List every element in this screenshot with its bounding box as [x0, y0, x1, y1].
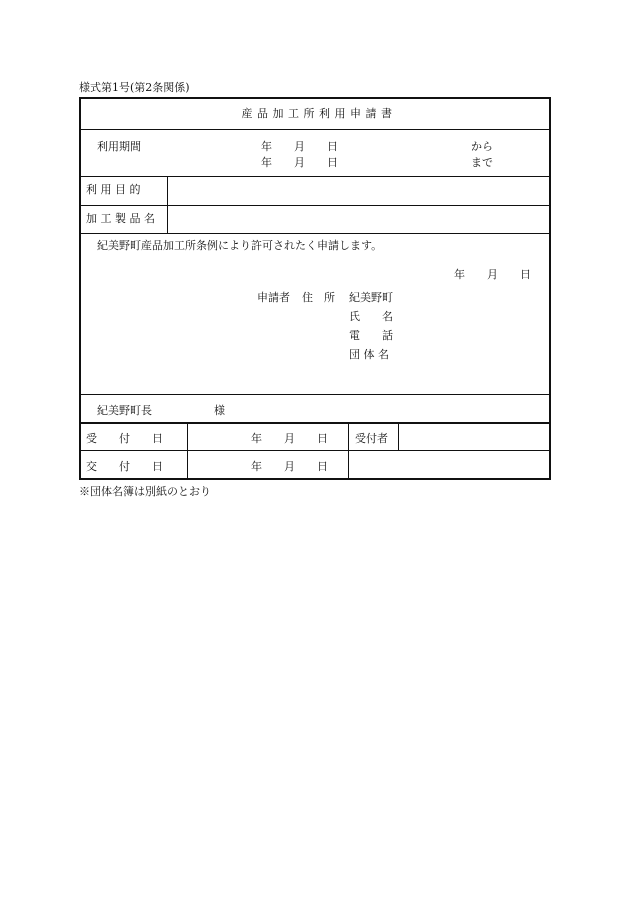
- divider: [81, 450, 549, 451]
- application-statement: 紀美野町産品加工所条例により許可されたく申請します。: [97, 239, 383, 252]
- divider: [167, 205, 168, 233]
- address-value[interactable]: 紀美野町: [349, 291, 393, 304]
- application-date[interactable]: 年 月 日: [454, 268, 531, 281]
- receiver-label: 受付者: [355, 432, 388, 445]
- form-number-label: 様式第1号(第2条関係): [79, 81, 190, 94]
- name-label: 氏 名: [349, 310, 393, 323]
- period-label: 利用期間: [97, 140, 141, 153]
- product-label: 加 工 製 品 名: [86, 212, 155, 225]
- group-name-label: 団 体 名: [349, 348, 389, 361]
- addressee: 紀美野町長: [97, 404, 152, 417]
- period-to-date[interactable]: 年 月 日: [261, 156, 338, 169]
- form-title: 産 品 加 工 所 利 用 申 請 書: [241, 107, 393, 120]
- received-date[interactable]: 年 月 日: [251, 432, 328, 445]
- divider: [81, 394, 549, 395]
- divider: [398, 422, 399, 450]
- period-from-suffix: から: [471, 140, 493, 153]
- received-date-label: 受 付 日: [86, 432, 163, 445]
- divider: [81, 176, 549, 177]
- divider: [81, 205, 549, 206]
- address-label: 住 所: [302, 291, 335, 304]
- period-to-suffix: まで: [471, 156, 493, 169]
- divider: [167, 176, 168, 205]
- applicant-heading: 申請者: [257, 291, 290, 304]
- purpose-label: 利 用 目 的: [86, 183, 141, 196]
- divider: [81, 233, 549, 234]
- issued-date-label: 交 付 日: [86, 460, 163, 473]
- divider: [81, 422, 549, 424]
- issued-date[interactable]: 年 月 日: [251, 460, 328, 473]
- application-form: [79, 97, 551, 480]
- period-from-date[interactable]: 年 月 日: [261, 140, 338, 153]
- footnote: ※団体名簿は別紙のとおり: [79, 485, 211, 498]
- honorific: 様: [214, 404, 225, 417]
- phone-label: 電 話: [349, 329, 393, 342]
- divider: [81, 129, 549, 130]
